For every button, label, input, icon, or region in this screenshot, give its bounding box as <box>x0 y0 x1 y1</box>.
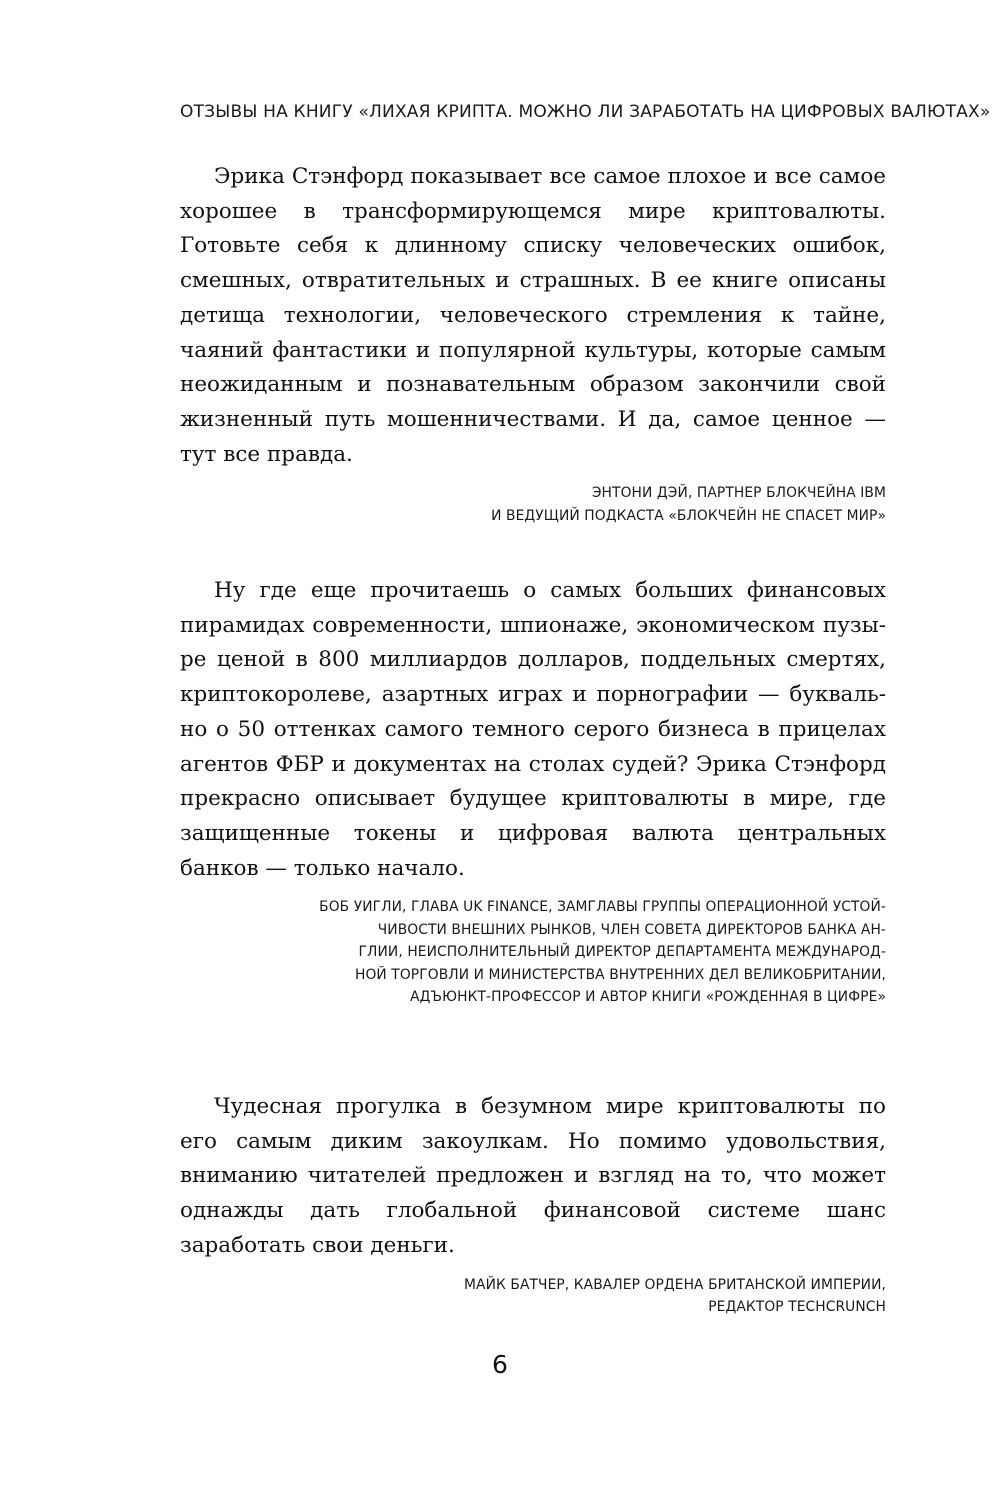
review-attribution <box>180 896 886 1008</box>
attribution-line: АДЪЮНКТ-ПРОФЕССОР И АВТОР КНИГИ «РОЖДЕННАЯ В ЦИФРЕ» <box>410 988 886 1005</box>
attribution-line: ЧИВОСТИ ВНЕШНИХ РЫНКОВ, ЧЛЕН СОВЕТА ДИРЕКТОРОВ БАНКА АН- <box>377 921 886 938</box>
review-text: Чудесная прогулка в безумном мире криптовалюты по его самым диким закоулкам. Но помимо удовольствия, вниманию читателей предложен и взгляд на то, что может однажды дать глобальной финансовой системе шанс заработать свои деньги. <box>180 1094 886 1258</box>
review-2 <box>180 574 886 1008</box>
review-3 <box>180 1090 886 1318</box>
attribution-line: РЕДАКТОР TECHCRUNCH <box>708 1298 886 1315</box>
attribution-line: ГЛИИ, НЕИСПОЛНИТЕЛЬНЫЙ ДИРЕКТОР ДЕПАРТАМЕНТА МЕЖДУНАРОД- <box>358 944 886 961</box>
review-text: Эрика Стэнфорд показывает все самое плохое и все самое хорошее в трансформирующемся мире криптовалюты. Готовьте себя к длинному списку человеческих ошибок, смешных, отвратительных и страшных. В ее книге описаны детища технологии, человеческого стремления к тайне, чаяний фантастики и популярной культуры, которые самым неожиданным и познавательным образом закончили свой жизненный путь мошенничествами. И да, самое ценное — тут все правда. <box>180 164 886 467</box>
attribution-line: НОЙ ТОРГОВЛИ И МИНИСТЕРСТВА ВНУТРЕННИХ ДЕЛ ВЕЛИКОБРИТАНИИ, <box>354 966 886 983</box>
review-attribution <box>180 1274 886 1319</box>
attribution-line: МАЙК БАТЧЕР, КАВАЛЕР ОРДЕНА БРИТАНСКОЙ ИМПЕРИИ, <box>464 1276 886 1293</box>
review-text: Ну где еще прочитаешь о самых больших финансовых пирамидах современности, шпионаже, экономическом пузыре ценой в 800 миллиардов долларов, поддельных смертях, криптокоролеве, азартных играх и порнографии — буквально о 50 оттенках самого темного серого бизнеса в прицелах агентов ФБР и документах на столах судей? Эрика Стэнфорд прекрасно описывает будущее криптовалюты в мире, где защищенные токены и цифровая валюта центральных банков — только начало. <box>180 578 886 881</box>
attribution-line: ЭНТОНИ ДЭЙ, ПАРТНЕР БЛОКЧЕЙНА IBM <box>591 485 886 502</box>
attribution-line: БОБ УИГЛИ, ГЛАВА UK FINANCE, ЗАМГЛАВЫ ГРУППЫ ОПЕРАЦИОННОЙ УСТОЙ- <box>319 899 886 916</box>
review-1 <box>180 160 886 527</box>
attribution-line: И ВЕДУЩИЙ ПОДКАСТА «БЛОКЧЕЙН НЕ СПАСЕТ МИР» <box>491 507 886 524</box>
review-attribution <box>180 482 886 527</box>
running-head: ОТЗЫВЫ НА КНИГУ «ЛИХАЯ КРИПТА. МОЖНО ЛИ ЗАРАБОТАТЬ НА ЦИФРОВЫХ ВАЛЮТАХ» <box>180 102 991 122</box>
page-number: 6 <box>492 1350 508 1379</box>
